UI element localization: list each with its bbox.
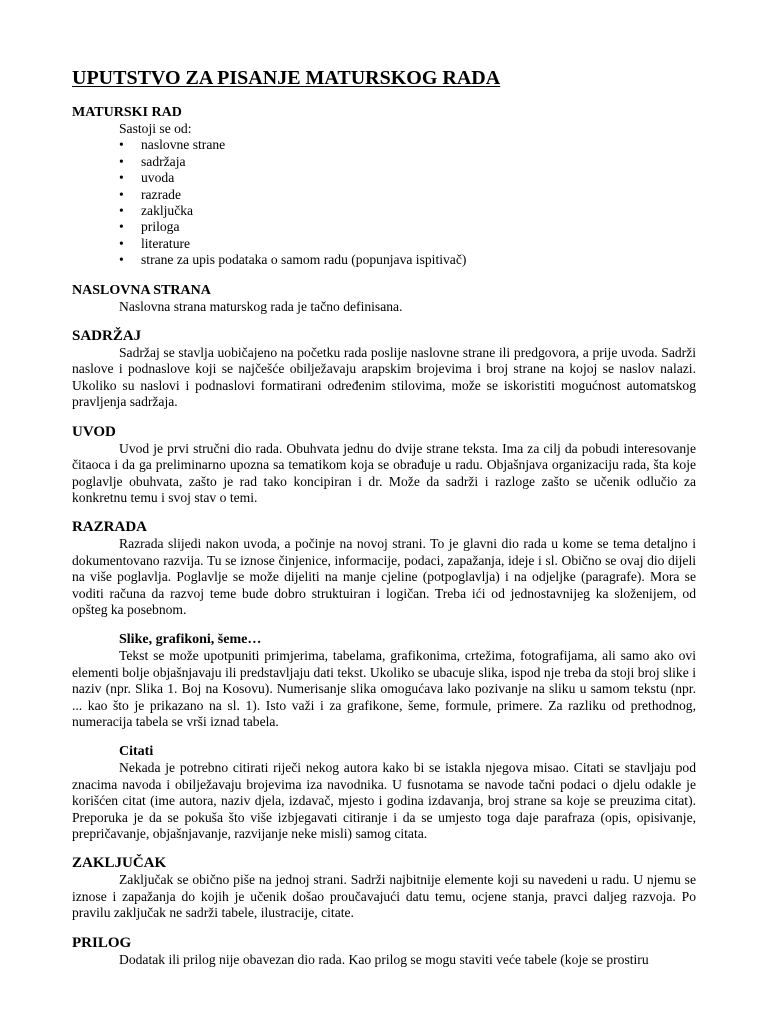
bullet-icon: •: [119, 252, 124, 268]
list-item: [119, 154, 696, 170]
section-naslovna-strana: [72, 282, 696, 315]
section-intro-text: Sastoji se od:: [119, 121, 192, 136]
section-zakljucak: [72, 855, 696, 921]
document-page: [72, 66, 696, 981]
bullet-icon: •: [119, 137, 124, 153]
subsection-heading-citati: Citati: [119, 744, 154, 760]
bullet-icon: •: [119, 186, 124, 202]
section-heading-razrada: RAZRADA: [72, 519, 147, 536]
section-body-sadrzaj: Sadržaj se stavlja uobičajeno na početku rada poslije naslovne strane ili predgovora, a prije uvoda. Sadrži naslove i podnaslove koji se najčešće obilježavaju arapskim brojevima i broj strane na kojoj se naslov nalazi. Ukoliko su naslovi i podnaslovi formatirani određenim stilovima, može se iskoristiti mogućnost automatskog pravljenja sadržaja.: [72, 345, 696, 410]
section-sadrzaj: [72, 328, 696, 411]
list-item-text: naslovne strane: [141, 137, 226, 153]
bullet-icon: •: [119, 170, 124, 186]
subsection-heading-slike: Slike, grafikoni, šeme…: [119, 632, 262, 648]
section-uvod: [72, 424, 696, 507]
list-item-text: sadržaja: [141, 153, 186, 169]
section-heading-maturski-rad: MATURSKI RAD: [72, 105, 182, 120]
bullet-icon: •: [119, 235, 124, 251]
list-item: [119, 170, 696, 186]
bullet-list: [72, 137, 696, 268]
subsection-body-citati: Nekada je potrebno citirati riječi nekog autora kako bi se istakla njegova misao. Citati se stavljaju pod znacima navoda i obilježavaju brojevima iza navodnika. U fusnotama se navode tačni podaci o djelu odakle je korišćen citat (ime autora, naziv djela, izdavač, mjesto i godina izdavanja, broj strane sa koje se preuzima citat). Preporuka je da se pokuša što više izbjegavati citiranje i da se umjesto toga daje parafraza (opis, opisivanje, prepričavanje, objašnjavanje, razvijanje neke misli) samog citata.: [72, 760, 696, 841]
subsection-slike: [72, 631, 696, 730]
section-body-razrada: Razrada slijedi nakon uvoda, a počinje na novoj strani. To je glavni dio rada u kome se tema detaljno i dokumentovano razvija. Tu se iznose činjenice, informacije, podaci, zapažanja, ideje i sl. Obično se ovaj dio dijeli na više poglavlja. Poglavlje se može dijeliti na manje cjeline (potpoglavlja) i na odjeljke (paragrafe). Mora se voditi računa da razvoj teme bude dobro struktuiran i logičan. Treba ići od jednostavnijeg ka složenijem, od opšteg ka posebnom.: [72, 536, 696, 617]
section-prilog: [72, 935, 696, 968]
list-item: [119, 252, 696, 268]
section-heading-zakljucak: ZAKLJUČAK: [72, 855, 167, 872]
list-item: [119, 236, 696, 252]
list-item-text: strane za upis podataka o samom radu (popunjava ispitivač): [141, 252, 467, 268]
list-item: [119, 187, 696, 203]
section-heading-prilog: PRILOG: [72, 934, 132, 951]
section-heading-uvod: UVOD: [72, 423, 116, 440]
list-item-text: razrade: [141, 186, 181, 202]
section-heading-naslovna-strana: NASLOVNA STRANA: [72, 282, 211, 298]
list-item-text: uvoda: [141, 170, 175, 186]
list-item-text: zaključka: [141, 203, 194, 219]
section-razrada: [72, 519, 696, 618]
list-item: [119, 137, 696, 153]
section-body-prilog: Dodatak ili prilog nije obavezan dio rada. Kao prilog se mogu staviti veće tabele (koje se prostiru: [119, 951, 649, 967]
section-body-zakljucak: Zaključak se obično piše na jednoj strani. Sadrži najbitnije elemente koji su navedeni u radu. U njemu se iznose i zapažanja do kojih je učenik došao proučavajući datu temu, ocjene stanja, pravci daljeg razvoja. Po pravilu zaključak ne sadrži tabele, ilustracije, citate.: [72, 872, 696, 921]
bullet-icon: •: [119, 203, 124, 219]
section-body-naslovna-strana: Naslovna strana maturskog rada je tačno definisana.: [119, 298, 403, 314]
section-maturski-rad: [72, 104, 696, 269]
list-item: [119, 219, 696, 235]
section-heading-sadrzaj: SADRŽAJ: [72, 328, 142, 345]
section-body-uvod: Uvod je prvi stručni dio rada. Obuhvata jednu do dvije strane teksta. Ima za cilj da pobudi interesovanje čitaoca i da ga preliminarno upozna sa tematikom koja se obrađuje u radu. Objašnjava organizaciju rada, šta koje poglavlje obuhvata, zašto je rad tako koncipiran i dr. Može da sadrži i razloge zašto se učenik odlučio za konkretnu temu i svoj stav o temi.: [72, 440, 696, 505]
list-item-text: priloga: [141, 219, 180, 235]
subsection-citati: [72, 743, 696, 842]
subsection-body-slike: Tekst se može upotpuniti primjerima, tabelama, grafikonima, crtežima, fotografijama, ali samo ako ovi elementi bolje objašnjavaju ili predstavljaju dati tekst. Ukoliko se ubacuje slika, ispod nje treba da stoji broj slike i naziv (npr. Slika 1. Boj na Kosovu). Numerisanje slika omogućava lako pozivanje na sliku u samom tekstu (npr. ... kao što je prikazano na sl. 1). Isto važi i za grafikone, šeme, formule, primere. Za razliku od prethodnog, numeracija tabela se vrši iznad tabela.: [72, 648, 696, 729]
bullet-icon: •: [119, 153, 124, 169]
list-item-text: literature: [141, 235, 191, 251]
bullet-icon: •: [119, 219, 124, 235]
document-title: UPUTSTVO ZA PISANJE MATURSKOG RADA: [72, 67, 501, 89]
list-item: [119, 203, 696, 219]
